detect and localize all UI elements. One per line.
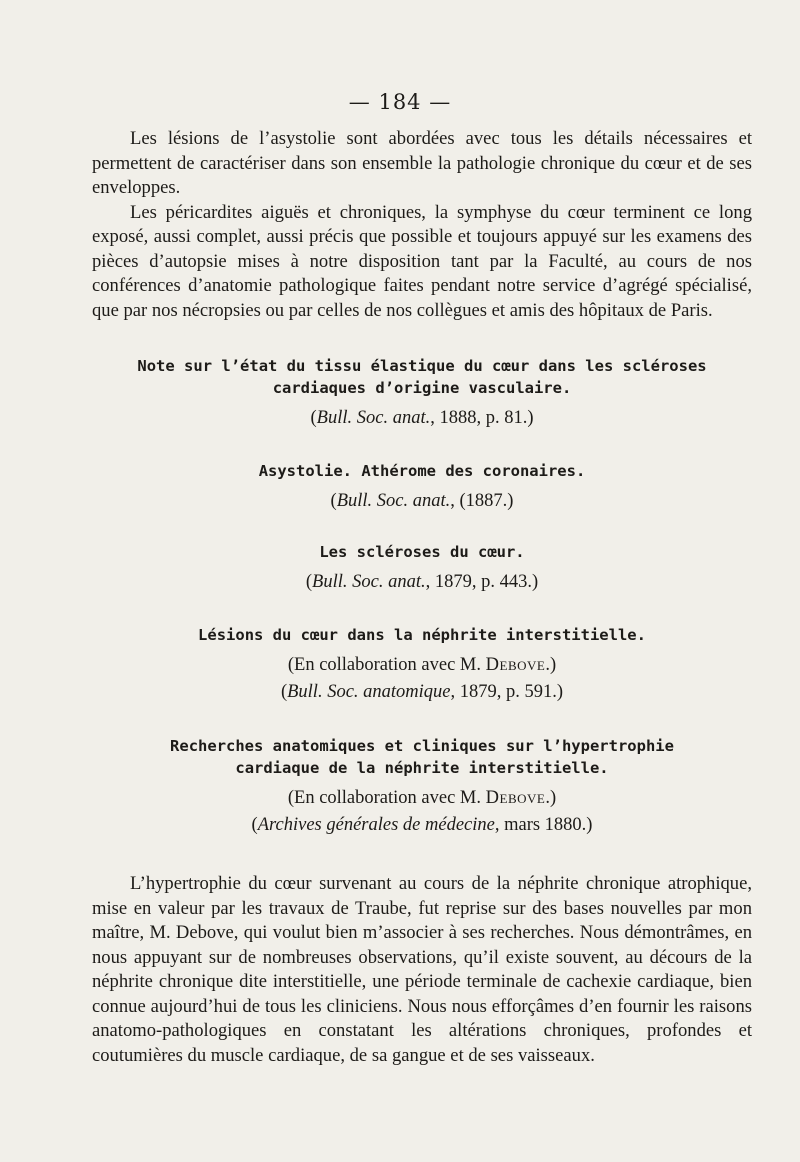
bibliography-entry-3 [92, 541, 752, 594]
closing-text [92, 872, 752, 1068]
entry-title: Les scléroses du cœur. [319, 543, 525, 561]
entry-title: Recherches anatomiques et cliniques sur l’hypertrophie cardiaque de la néphrite interstitielle. [170, 737, 674, 777]
entry-title: Asystolie. Athérome des coronaires. [258, 462, 586, 480]
intro-paragraph-1: Les lésions de l’asystolie sont abordées avec tous les détails nécessaires et permettent de caractériser dans son ensemble la pathologie chronique du cœur et de ses enveloppes. [92, 128, 752, 198]
entry-title: Note sur l’état du tissu élastique du cœur dans les scléroses cardiaques d’origine vasculaire. [137, 357, 707, 397]
entry-reference: (Archives générales de médecine, mars 1880.) [251, 815, 593, 835]
entry-reference: (Bull. Soc. anat., 1879, p. 443.) [305, 572, 539, 592]
intro-paragraph-2: Les péricardites aiguës et chroniques, la symphyse du cœur terminent ce long exposé, aussi complet, aussi précis que possible et toujours appuyé sur les examens des pièces d’autopsie mises à notre disposition tant par la Faculté, au cours de nos conférences d’anatomie pathologique faites pendant notre service d’agrégé spécialisé, que par nos nécropsies ou par celles de nos collègues et amis des hôpitaux de Paris. [92, 201, 752, 321]
bibliography-entry-1 [92, 355, 752, 430]
bibliography-entry-2 [92, 460, 752, 513]
entry-title: Lésions du cœur dans la néphrite interstitielle. [198, 626, 646, 644]
bibliography-entry-4 [92, 624, 752, 704]
entry-reference: (Bull. Soc. anat., 1888, p. 81.) [310, 408, 534, 428]
entry-reference: (Bull. Soc. anatomique, 1879, p. 591.) [280, 682, 564, 702]
page-number: — 184 — [348, 90, 452, 114]
entry-reference: (Bull. Soc. anat., (1887.) [330, 491, 514, 511]
entry-collaboration: (En collaboration avec M. Debove.) [287, 655, 557, 675]
closing-paragraph: L’hypertrophie du cœur survenant au cours de la néphrite chronique atrophique, mise en valeur par les travaux de Traube, fut reprise sur des bases nouvelles par mon maître, M. Debove, qui voulut bien m’associer à ses recherches. Nous démontrâmes, en nous appuyant sur de nombreuses observations, qu’il existe souvent, au décours de la néphrite chronique dite interstitielle, une période terminale de cachexie cardiaque, bien connue aujourd’hui de tous les cliniciens. Nous nous efforçâmes d’en fournir les raisons anatomo-pathologiques en constatant les altérations chroniques, profondes et coutumières du muscle cardiaque, de sa gangue et de ses vaisseaux. [92, 873, 752, 1066]
intro-text [92, 127, 752, 323]
entry-collaboration: (En collaboration avec M. Debove.) [287, 788, 557, 808]
bibliography-entry-5 [92, 735, 752, 837]
